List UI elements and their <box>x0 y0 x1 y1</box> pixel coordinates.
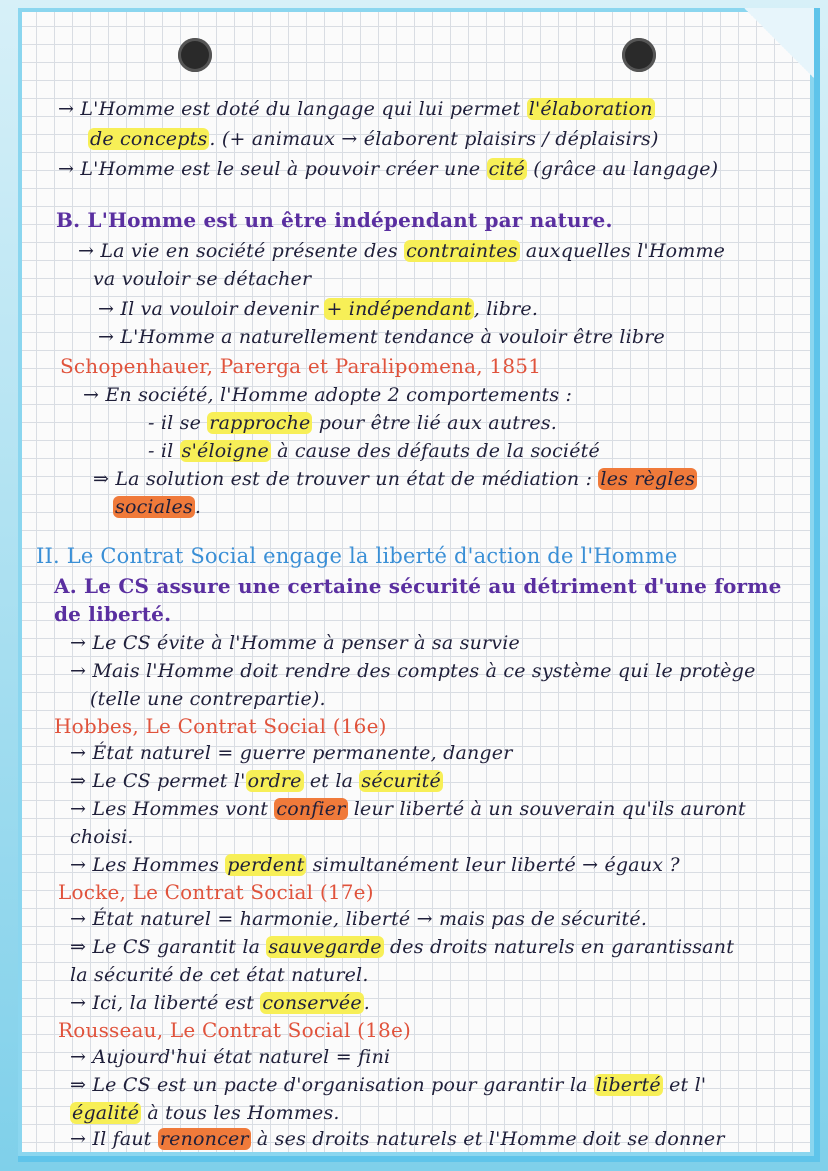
note-line: → L'Homme est le seul à pouvoir créer une cité (grâce au langage) <box>58 158 719 180</box>
note-line: sociales . <box>115 496 202 518</box>
section-heading: A. Le CS assure une certaine sécurité au détriment d'une forme <box>54 574 782 598</box>
note-line: égalité à tous les Hommes. <box>72 1102 340 1124</box>
reference-line: Locke, Le Contrat Social (17e) <box>58 880 374 904</box>
section-heading: de liberté. <box>54 602 172 626</box>
notebook-page <box>18 8 820 1162</box>
note-line: → État naturel = harmonie, liberté → mais pas de sécurité. <box>70 908 648 930</box>
note-line: - il se rapproche pour être lié aux autres. <box>148 412 558 434</box>
note-line: → La vie en société présente des contraintes auxquelles l'Homme <box>78 240 726 262</box>
note-line: ⇒ La solution est de trouver un état de médiation : les règles <box>93 468 696 490</box>
note-line: → Mais l'Homme doit rendre des comptes à ce système qui le protège <box>70 660 756 682</box>
note-line: ⇒ Le CS garantit la sauvegarde des droits naturels en garantissant <box>70 936 735 958</box>
handwritten-notes <box>18 8 814 1156</box>
part-heading: II. Le Contrat Social engage la liberté d'action de l'Homme <box>36 544 678 568</box>
note-line: → L'Homme est doté du langage qui lui permet l'élaboration <box>58 98 653 120</box>
reference-line: Rousseau, Le Contrat Social (18e) <box>58 1018 411 1042</box>
note-line: → Les Hommes perdent simultanément leur liberté → égaux ? <box>70 854 680 876</box>
note-line: (telle une contrepartie). <box>90 688 326 710</box>
note-line: → État naturel = guerre permanente, danger <box>70 742 513 764</box>
note-line: → Le CS évite à l'Homme à penser à sa survie <box>70 632 520 654</box>
section-heading: B. L'Homme est un être indépendant par nature. <box>56 208 613 232</box>
reference-line: Schopenhauer, Parerga et Paralipomena, 1851 <box>60 354 542 378</box>
note-line: ⇒ Le CS est un pacte d'organisation pour garantir la liberté et l' <box>70 1074 707 1096</box>
note-line: → Aujourd'hui état naturel = fini <box>70 1046 391 1068</box>
note-line: - il s'éloigne à cause des défauts de la société <box>148 440 600 462</box>
note-line: la sécurité de cet état naturel. <box>70 964 369 986</box>
note-line: va vouloir se détacher <box>93 268 312 290</box>
note-line: → En société, l'Homme adopte 2 comportements : <box>83 384 573 406</box>
note-line: choisi. <box>70 826 134 848</box>
reference-line: Hobbes, Le Contrat Social (16e) <box>54 714 387 738</box>
note-line: → Il va vouloir devenir + indépendant , libre. <box>98 298 539 320</box>
note-line: → Les Hommes vont confier leur liberté à un souverain qu'ils auront <box>70 798 746 820</box>
note-line: → Il faut renoncer à ses droits naturels et l'Homme doit se donner <box>70 1128 725 1150</box>
note-line: → Ici, la liberté est conservée . <box>70 992 371 1014</box>
note-line: de concepts . (+ animaux → élaborent plaisirs / déplaisirs) <box>90 128 659 150</box>
note-line: ⇒ Le CS permet l' ordre et la sécurité <box>70 770 441 792</box>
note-line: → L'Homme a naturellement tendance à vouloir être libre <box>98 326 665 348</box>
